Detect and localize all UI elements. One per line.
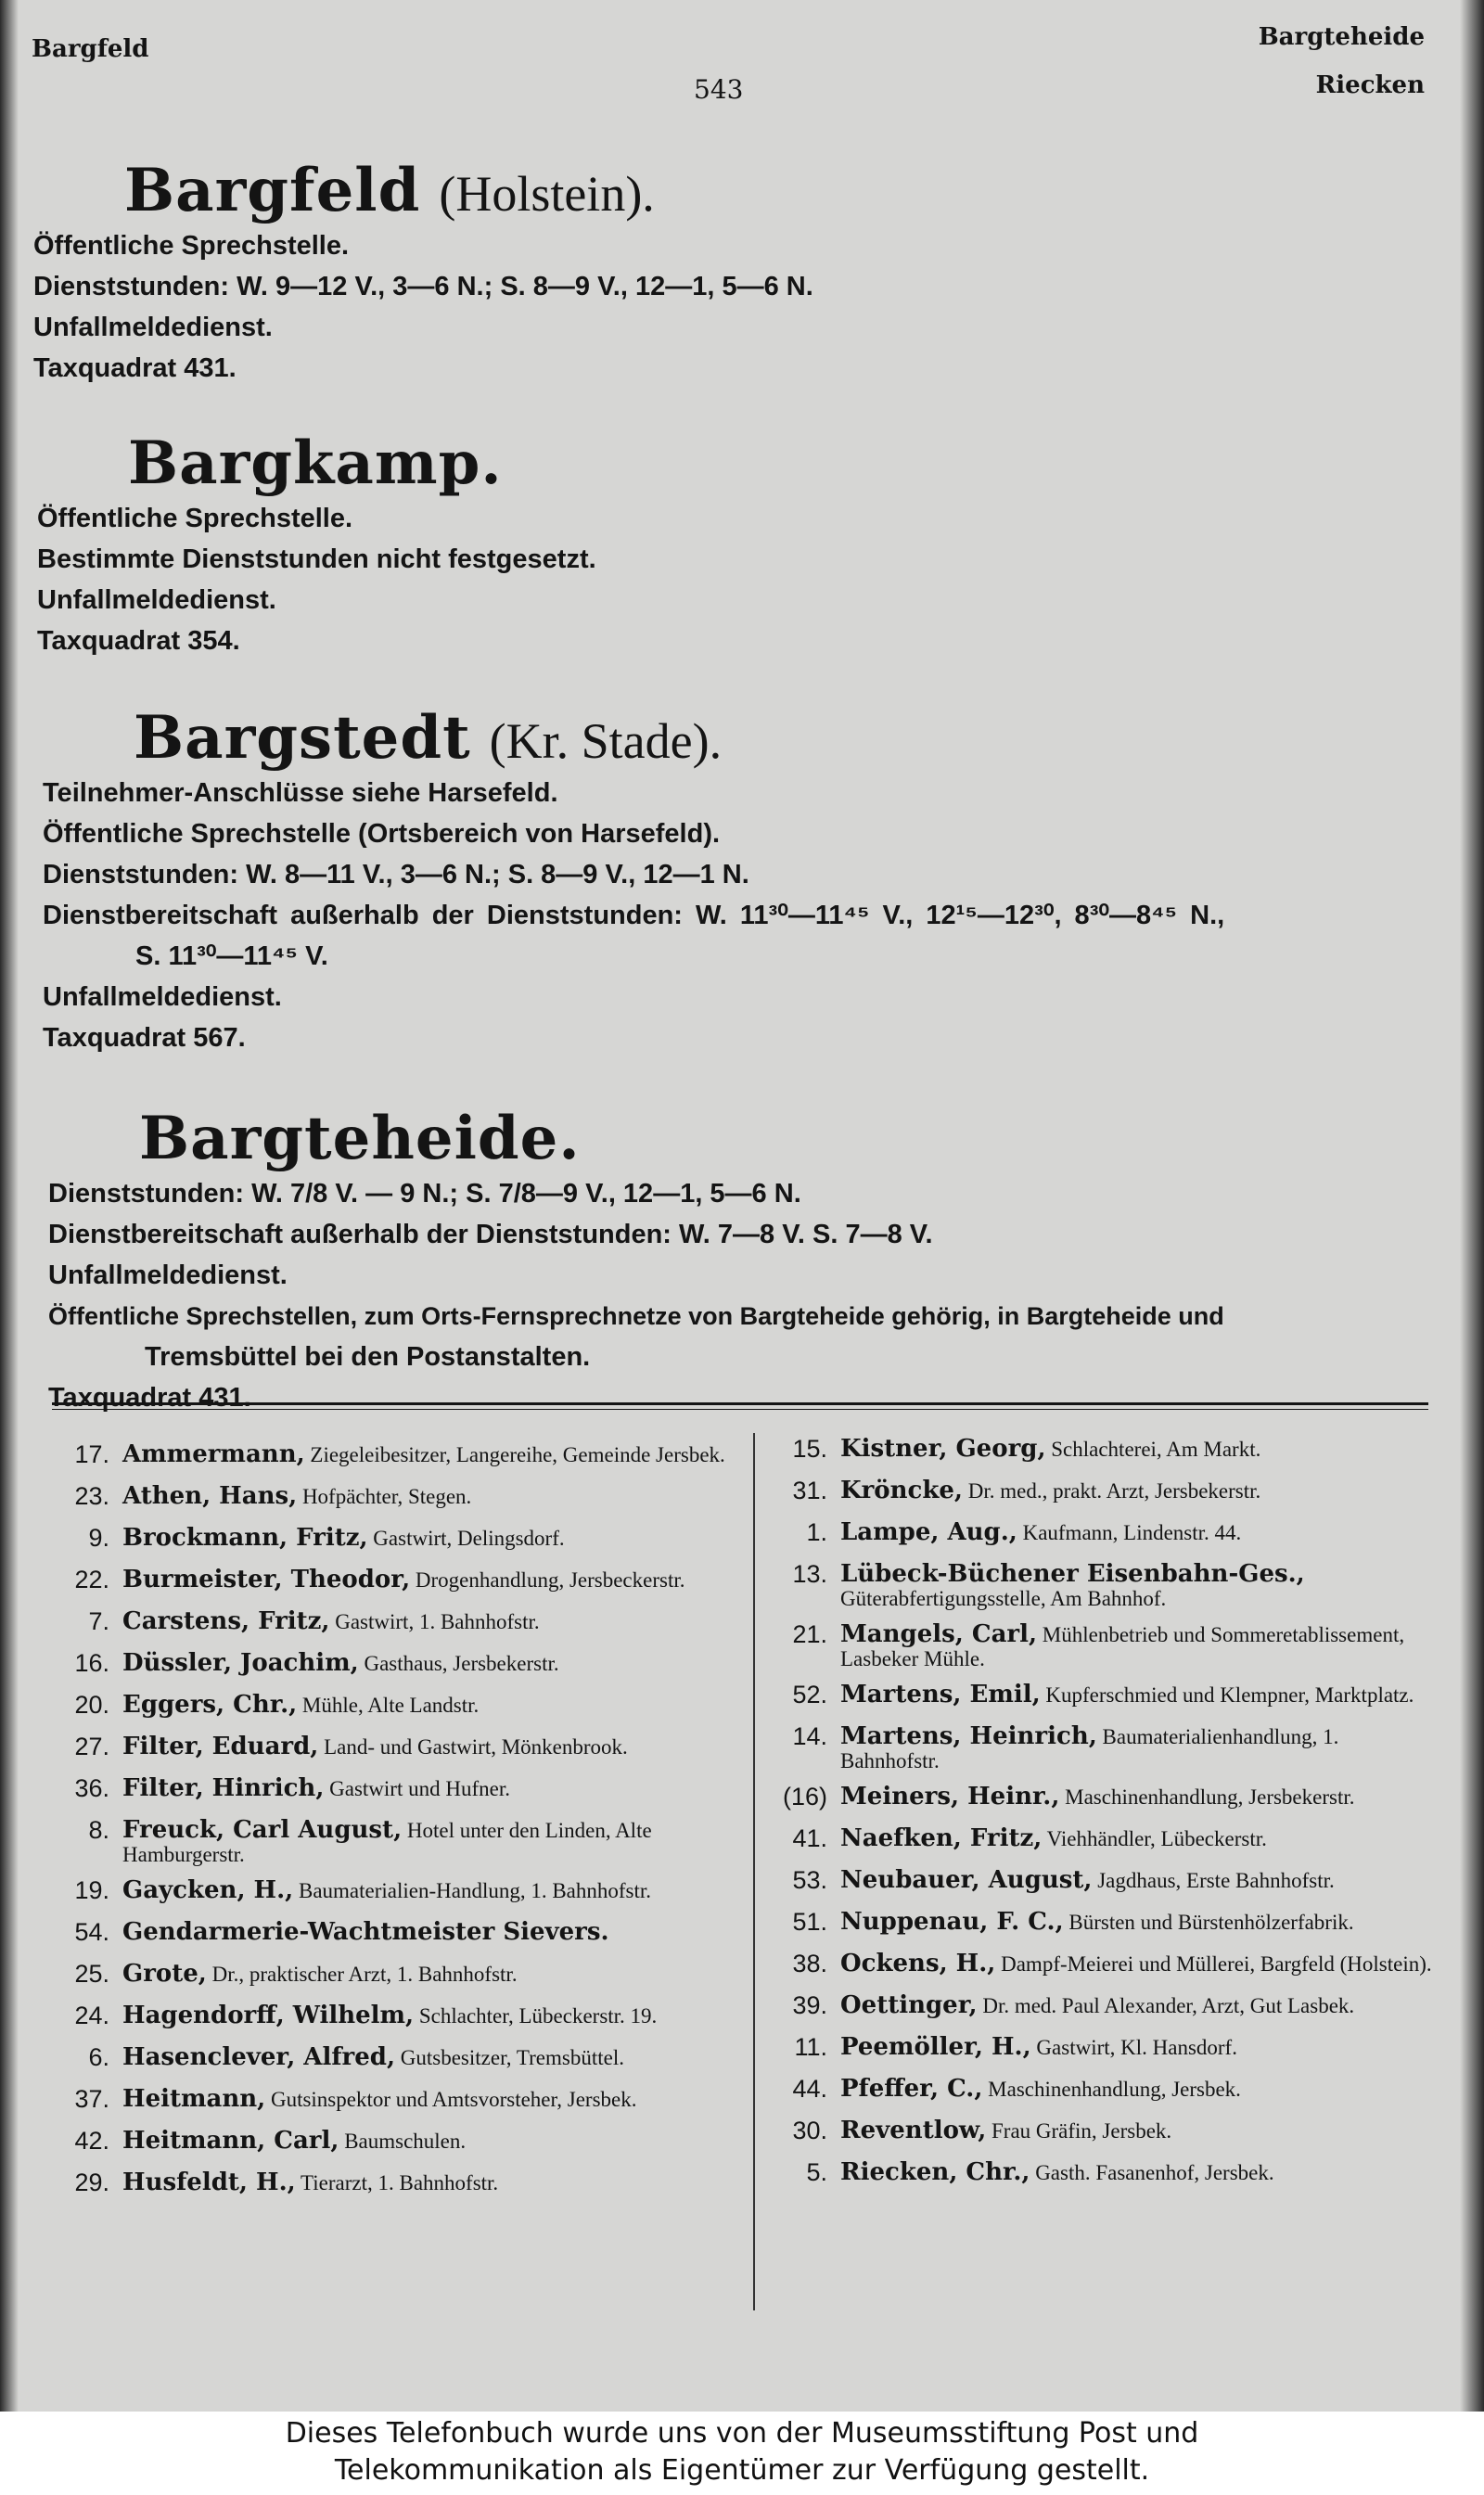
subscriber-name: Düssler, Joachim, (122, 1649, 359, 1677)
subscriber-name: Filter, Eduard, (122, 1733, 319, 1760)
subscriber-name: Ammermann, (122, 1440, 305, 1468)
place-name: Bargteheide. (139, 1104, 581, 1173)
info-line: Taxquadrat 567. (43, 1023, 246, 1053)
subscriber-entry (52, 1811, 742, 1867)
subscriber-name: Freuck, Carl August, (122, 1816, 403, 1844)
subscriber-list-right (770, 1430, 1438, 2195)
subscriber-text (840, 1862, 1438, 1899)
subscriber-entry (770, 1945, 1438, 1982)
subscriber-number: 24. (74, 2002, 109, 2029)
subscriber-text (122, 1644, 742, 1682)
subscriber-number: 8. (88, 1816, 109, 1844)
double-rule-top (52, 1402, 1428, 1405)
info-line: Dienstbereitschaft außerhalb der Dienststunden: W. 7—8 V. S. 7—8 V. (48, 1220, 933, 1249)
info-line: Öffentliche Sprechstelle. (33, 231, 350, 261)
subscriber-number: 11. (794, 2033, 827, 2061)
subscriber-entry (52, 2122, 742, 2159)
subscriber-text (122, 1997, 742, 2034)
subscriber-entry (770, 2154, 1438, 2191)
place-name: Bargfeld (124, 156, 421, 225)
subscriber-name: Hagendorff, Wilhelm, (122, 2002, 415, 2029)
subscriber-text (122, 1436, 742, 1473)
subscriber-entry (770, 1987, 1438, 2024)
subscriber-entry (770, 1472, 1438, 1509)
subscriber-entry (52, 1478, 742, 1515)
subscriber-number: 14. (792, 1722, 827, 1750)
place-qualifier: (Kr. Stade). (489, 713, 723, 769)
page-number: 543 (694, 74, 744, 105)
subscriber-text (840, 1676, 1438, 1713)
subscriber-text (840, 1514, 1438, 1551)
subscriber-number: 1. (806, 1518, 827, 1546)
subscriber-description: Gutsinspektor und Amtsvorsteher, Jersbek. (270, 2088, 637, 2111)
subscriber-entry (770, 1514, 1438, 1551)
subscriber-description: Dr. med. Paul Alexander, Arzt, Gut Lasbek. (982, 1994, 1355, 2017)
info-line: Taxquadrat 354. (37, 626, 240, 656)
subscriber-name: Naefken, Fritz, (840, 1824, 1043, 1852)
subscriber-description: Mühle, Alte Landstr. (301, 1694, 480, 1717)
subscriber-number: 19. (74, 1876, 109, 1904)
info-line: Dienststunden: W. 7/8 V. — 9 N.; S. 7/8—9 V., 12—1, 5—6 N. (48, 1179, 801, 1209)
subscriber-description: Viehhändler, Lübeckerstr. (1046, 1827, 1267, 1850)
subscriber-name: Burmeister, Theodor, (122, 1566, 411, 1593)
subscriber-entry (52, 1686, 742, 1723)
subscriber-description: Baumschulen. (344, 2130, 467, 2153)
subscriber-number: 54. (74, 1918, 109, 1946)
info-line: Dienststunden: W. 8—11 V., 3—6 N.; S. 8—9 V., 12—1 N. (43, 860, 749, 889)
place-name: Bargstedt (134, 703, 471, 773)
subscriber-name: Heitmann, (122, 2085, 266, 2113)
subscriber-name: Hasenclever, Alfred, (122, 2043, 396, 2071)
double-rule-bottom (52, 1409, 1428, 1410)
subscriber-entry (52, 2164, 742, 2201)
subscriber-entry (770, 2028, 1438, 2066)
info-line: Taxquadrat 431. (33, 353, 237, 383)
info-line: Taxquadrat 431. (48, 1383, 251, 1413)
subscriber-number: 9. (88, 1524, 109, 1552)
subscriber-name: Kistner, Georg, (840, 1435, 1046, 1463)
subscriber-entry (770, 2070, 1438, 2107)
subscriber-text (840, 1778, 1438, 1815)
subscriber-list-left (52, 1436, 742, 2206)
subscriber-number: 17. (74, 1440, 109, 1468)
subscriber-description: Kupferschmied und Klempner, Marktplatz. (1045, 1683, 1414, 1707)
subscriber-description: Gastwirt und Hufner. (329, 1777, 510, 1800)
info-line: S. 11³⁰—11⁴⁵ V. (135, 941, 328, 971)
subscriber-entry (52, 1997, 742, 2034)
subscriber-number: 21. (792, 1620, 827, 1648)
subscriber-number: 6. (88, 2043, 109, 2071)
subscriber-name: Lübeck-Büchener Eisenbahn-Ges., (840, 1560, 1305, 1588)
subscriber-text (122, 2080, 742, 2118)
info-line: Öffentliche Sprechstellen, zum Orts-Fernsprechnetze von Bargteheide gehörig, in Bargteheide und (48, 1302, 1224, 1330)
subscriber-name: Kröncke, (840, 1477, 963, 1504)
subscriber-description: Gastwirt, Kl. Hansdorf. (1036, 2036, 1237, 2059)
subscriber-number: 7. (88, 1607, 109, 1635)
subscriber-text (122, 1913, 742, 1951)
info-line: Unfallmeldedienst. (33, 313, 273, 342)
running-header-right (1259, 13, 1425, 109)
subscriber-text (122, 1686, 742, 1723)
subscriber-name: Brockmann, Fritz, (122, 1524, 368, 1552)
column-divider (753, 1433, 755, 2310)
subscriber-text (122, 1728, 742, 1765)
subscriber-number: 44. (792, 2075, 827, 2103)
subscriber-description: Gutsbesitzer, Tremsbüttel. (400, 2046, 624, 2069)
subscriber-entry (770, 2112, 1438, 2149)
subscriber-number: 53. (792, 1866, 827, 1894)
subscriber-description: Maschinenhandlung, Jersbekerstr. (1065, 1785, 1355, 1809)
subscriber-text (122, 1478, 742, 1515)
subscriber-name: Grote, (122, 1960, 207, 1988)
subscriber-description: Kaufmann, Lindenstr. 44. (1022, 1521, 1242, 1544)
subscriber-entry (770, 1778, 1438, 1815)
subscriber-name: Ockens, H., (840, 1950, 996, 1977)
info-line: Dienstbereitschaft außerhalb der Dienststunden: W. 11³⁰—11⁴⁵ V., 12¹⁵—12³⁰, 8³⁰—8⁴⁵ N., (43, 901, 1225, 930)
subscriber-entry (52, 1913, 742, 1951)
subscriber-description: Hofpächter, Stegen. (301, 1485, 472, 1508)
subscriber-number: 42. (74, 2127, 109, 2155)
subscriber-text (840, 1555, 1438, 1611)
subscriber-name: Husfeldt, H., (122, 2169, 296, 2196)
subscriber-description: Hotel unter den Linden, Alte Hamburgerstr. (122, 1819, 652, 1866)
info-line: Unfallmeldedienst. (43, 982, 282, 1012)
place-qualifier: (Holstein). (439, 166, 655, 222)
subscriber-description: Dr. med., prakt. Arzt, Jersbekerstr. (967, 1479, 1261, 1503)
subscriber-entry (52, 1872, 742, 1909)
subscriber-description: Maschinenhandlung, Jersbek. (988, 2078, 1241, 2101)
subscriber-name: Oettinger, (840, 1991, 978, 2019)
info-line: Tremsbüttel bei den Postanstalten. (145, 1342, 591, 1372)
subscriber-text (840, 1472, 1438, 1509)
subscriber-text (840, 2070, 1438, 2107)
subscriber-number: 25. (74, 1960, 109, 1988)
subscriber-name: Gaycken, H., (122, 1876, 294, 1904)
subscriber-description: Dr., praktischer Arzt, 1. Bahnhofstr. (211, 1963, 518, 1986)
subscriber-text (840, 1903, 1438, 1940)
subscriber-number: (16) (782, 1783, 827, 1810)
subscriber-entry (52, 1519, 742, 1556)
subscriber-description: Gastwirt, 1. Bahnhofstr. (335, 1610, 540, 1633)
info-line: Dienststunden: W. 9—12 V., 3—6 N.; S. 8—9 V., 12—1, 5—6 N. (33, 272, 813, 301)
subscriber-name: Martens, Heinrich, (840, 1722, 1097, 1750)
subscriber-text (840, 1430, 1438, 1467)
subscriber-description: Bürsten und Bürstenhölzerfabrik. (1068, 1911, 1354, 1934)
info-line: Öffentliche Sprechstelle. (37, 504, 353, 533)
subscriber-text (122, 2164, 742, 2201)
subscriber-text (122, 1603, 742, 1640)
subscriber-entry (770, 1430, 1438, 1467)
running-header-right-top: Bargteheide (1258, 23, 1425, 51)
subscriber-name: Reventlow, (840, 2117, 987, 2144)
subscriber-number: 23. (74, 1482, 109, 1510)
subscriber-number: 39. (792, 1991, 827, 2019)
subscriber-number: 22. (74, 1566, 109, 1593)
subscriber-name: Eggers, Chr., (122, 1691, 298, 1719)
subscriber-description: Ziegeleibesitzer, Langereihe, Gemeinde Jersbek. (310, 1443, 725, 1466)
footer-line: Dieses Telefonbuch wurde uns von der Museumsstiftung Post und (285, 2417, 1199, 2450)
subscriber-name: Heitmann, Carl, (122, 2127, 339, 2155)
subscriber-entry (52, 1561, 742, 1598)
subscriber-text (840, 1718, 1438, 1773)
subscriber-entry (52, 1770, 742, 1807)
subscriber-name: Filter, Hinrich, (122, 1774, 325, 1802)
subscriber-description: Baumaterialien-Handlung, 1. Bahnhofstr. (298, 1879, 652, 1902)
subscriber-name: Martens, Emil, (840, 1681, 1041, 1708)
subscriber-text (122, 1872, 742, 1909)
running-header-left: Bargfeld (32, 35, 149, 63)
subscriber-number: 15. (792, 1435, 827, 1463)
subscriber-entry (770, 1555, 1438, 1611)
subscriber-text (122, 1955, 742, 1992)
subscriber-number: 51. (792, 1908, 827, 1936)
footer-line: Telekommunikation als Eigentümer zur Verfügung gestellt. (334, 2454, 1150, 2487)
section-title (134, 703, 1434, 773)
info-line: Öffentliche Sprechstelle (Ortsbereich von Harsefeld). (43, 819, 721, 849)
subscriber-description: Baumaterialienhandlung, 1. Bahnhofstr. (840, 1725, 1339, 1772)
subscriber-entry (52, 1955, 742, 1992)
subscriber-entry (52, 1603, 742, 1640)
subscriber-text (122, 1519, 742, 1556)
info-line: Bestimmte Dienststunden nicht festgesetzt. (37, 544, 596, 574)
info-line: Unfallmeldedienst. (48, 1260, 288, 1290)
subscriber-entry (770, 1862, 1438, 1899)
subscriber-description: Gasthaus, Jersbekerstr. (364, 1652, 559, 1675)
subscriber-description: Tierarzt, 1. Bahnhofstr. (301, 2171, 499, 2194)
subscriber-text (840, 2154, 1438, 2191)
section-bargteheide (48, 1104, 1430, 1418)
subscriber-description: Frau Gräfin, Jersbek. (991, 2119, 1172, 2143)
subscriber-number: 37. (74, 2085, 109, 2113)
info-line: Unfallmeldedienst. (37, 585, 276, 615)
subscriber-name: Mangels, Carl, (840, 1620, 1038, 1648)
subscriber-text (840, 2028, 1438, 2066)
subscriber-name: Meiners, Heinr., (840, 1783, 1060, 1810)
subscriber-number: 31. (792, 1477, 827, 1504)
subscriber-text (122, 1770, 742, 1807)
subscriber-text (840, 1616, 1438, 1671)
section-bargstedt (43, 703, 1434, 1058)
subscriber-description: Güterabfertigungsstelle, Am Bahnhof. (840, 1587, 1167, 1610)
subscriber-description: Mühlenbetrieb und Sommeretablissement, Lasbeker Mühle. (840, 1623, 1405, 1670)
running-header-right-bottom: Riecken (1315, 71, 1425, 99)
subscriber-name: Peemöller, H., (840, 2033, 1031, 2061)
subscriber-entry (770, 1616, 1438, 1671)
subscriber-name: Gendarmerie-Wachtmeister Sievers. (122, 1918, 609, 1946)
subscriber-entry (52, 2039, 742, 2076)
subscriber-description: Jagdhaus, Erste Bahnhofstr. (1097, 1869, 1335, 1892)
subscriber-entry (770, 1676, 1438, 1713)
subscriber-number: 38. (792, 1950, 827, 1977)
subscriber-description: Land- und Gastwirt, Mönkenbrook. (324, 1735, 628, 1759)
place-name: Bargkamp. (128, 429, 503, 498)
subscriber-number: 20. (74, 1691, 109, 1719)
subscriber-entry (770, 1718, 1438, 1773)
subscriber-number: 29. (74, 2169, 109, 2196)
section-bargkamp (37, 429, 596, 661)
subscriber-name: Riecken, Chr., (840, 2158, 1030, 2186)
subscriber-name: Athen, Hans, (122, 1482, 298, 1510)
subscriber-number: 5. (806, 2158, 827, 2186)
subscriber-number: 36. (74, 1774, 109, 1802)
subscriber-entry (770, 1820, 1438, 1857)
subscriber-description: Schlachter, Lübeckerstr. 19. (418, 2004, 658, 2028)
subscriber-number: 52. (792, 1681, 827, 1708)
subscriber-name: Carstens, Fritz, (122, 1607, 330, 1635)
subscriber-number: 13. (792, 1560, 827, 1588)
subscriber-number: 27. (74, 1733, 109, 1760)
subscriber-entry (52, 1436, 742, 1473)
subscriber-name: Pfeffer, C., (840, 2075, 983, 2103)
subscriber-name: Nuppenau, F. C., (840, 1908, 1064, 1936)
subscriber-number: 16. (74, 1649, 109, 1677)
subscriber-description: Dampf-Meierei und Müllerei, Bargfeld (Holstein). (1001, 1952, 1432, 1976)
subscriber-entry (52, 2080, 742, 2118)
section-title (139, 1104, 1430, 1173)
subscriber-description: Drogenhandlung, Jersbeckerstr. (415, 1568, 685, 1592)
section-title (128, 429, 596, 498)
subscriber-description: Schlachterei, Am Markt. (1051, 1438, 1261, 1461)
subscriber-entry (52, 1728, 742, 1765)
subscriber-text (122, 1561, 742, 1598)
subscriber-name: Neubauer, August, (840, 1866, 1093, 1894)
info-line: Teilnehmer-Anschlüsse siehe Harsefeld. (43, 778, 558, 808)
subscriber-text (840, 1820, 1438, 1857)
subscriber-number: 30. (792, 2117, 827, 2144)
subscriber-description: Gastwirt, Delingsdorf. (373, 1527, 565, 1550)
copyright-footer (0, 2412, 1484, 2495)
section-bargfeld (33, 156, 813, 389)
subscriber-text (122, 1811, 742, 1867)
subscriber-entry (52, 1644, 742, 1682)
subscriber-text (840, 1945, 1438, 1982)
subscriber-name: Lampe, Aug., (840, 1518, 1017, 1546)
subscriber-description: Gasth. Fasanenhof, Jersbek. (1035, 2161, 1274, 2184)
section-title (124, 156, 813, 225)
subscriber-text (122, 2122, 742, 2159)
subscriber-text (840, 1987, 1438, 2024)
subscriber-entry (770, 1903, 1438, 1940)
subscriber-text (840, 2112, 1438, 2149)
subscriber-text (122, 2039, 742, 2076)
subscriber-number: 41. (792, 1824, 827, 1852)
